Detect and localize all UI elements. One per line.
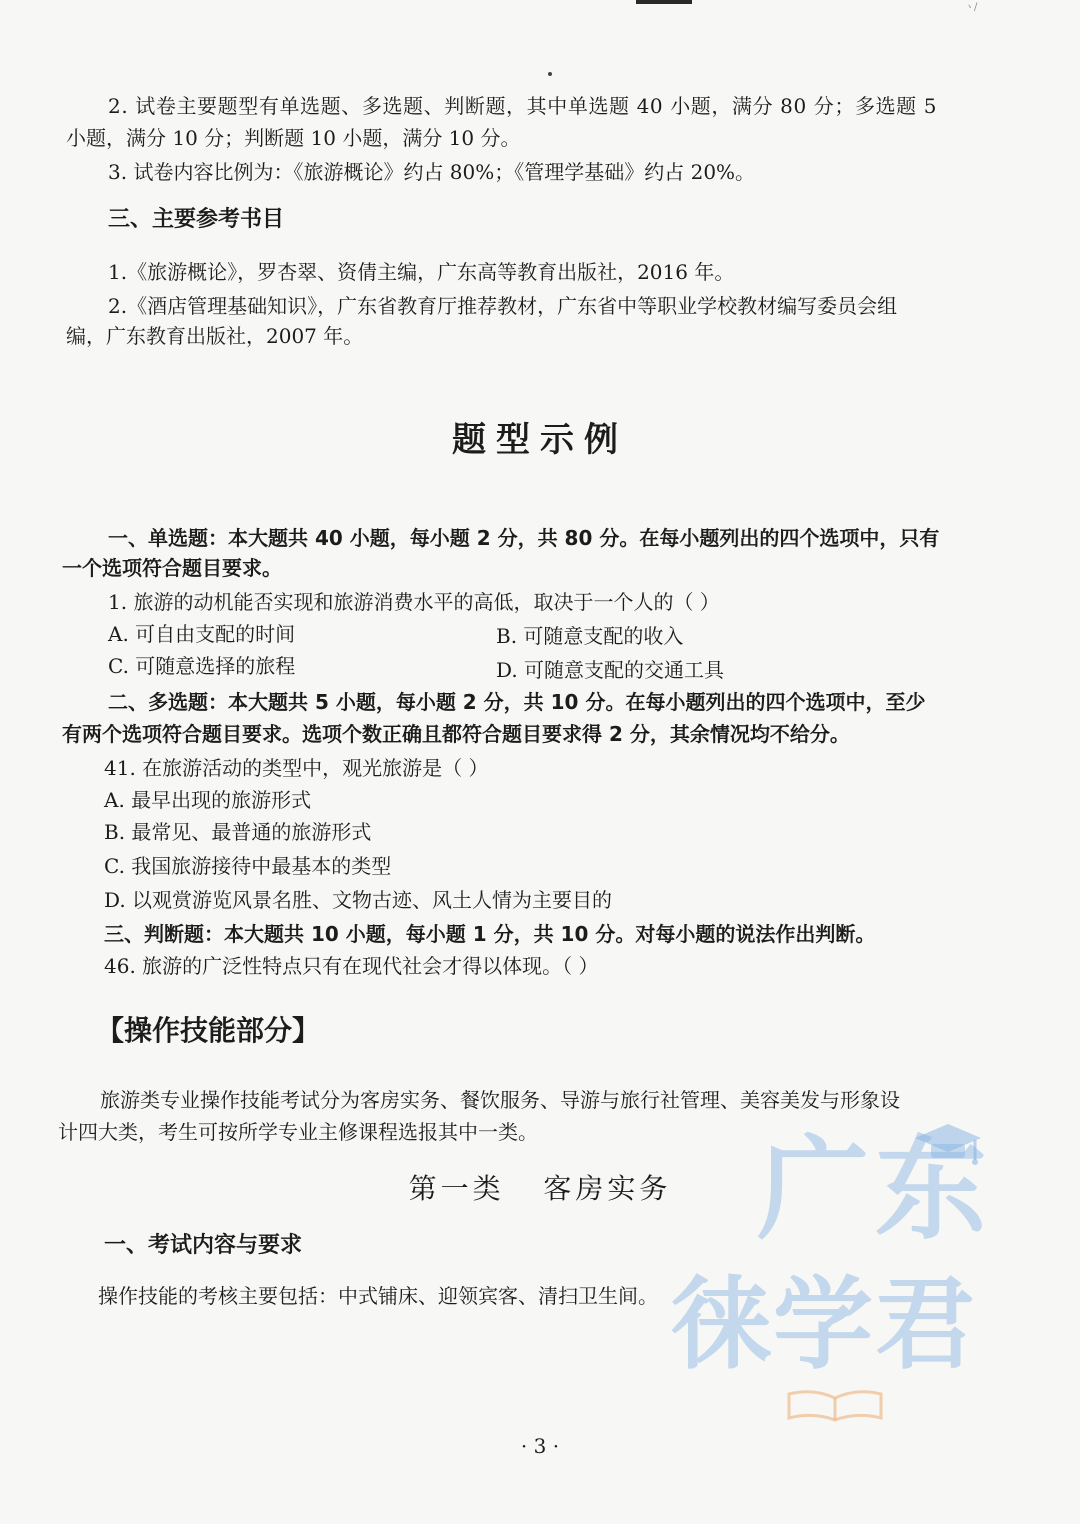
scan-top-mark [636,0,692,4]
question-1-option-b: B. 可随意支配的收入 [496,624,684,648]
scan-corner-mark: ヽ/ [964,2,978,13]
reference-book-1: 1.《旅游概论》，罗杏翠、资倩主编，广东高等教育出版社，2016 年。 [108,260,735,284]
watermark-text-line-1: 广东 [757,1125,993,1255]
skills-intro-line-2: 计四大类，考生可按所学专业主修课程选报其中一类。 [58,1120,538,1144]
question-46: 46. 旅游的广泛性特点只有在现代社会才得以体现。（ ） [104,954,599,978]
single-choice-instructions-1: 一、单选题：本大题共 40 小题，每小题 2 分，共 80 分。在每小题列出的四个选项中，只有 [108,526,940,550]
reference-book-2-line-1: 2.《酒店管理基础知识》，广东省教育厅推荐教材，广东省中等职业学校教材编写委员会组 [108,294,898,318]
watermark-text-line-2: 徕学君 [671,1266,977,1383]
question-41-option-a: A. 最早出现的旅游形式 [104,788,312,812]
skills-content: 操作技能的考核主要包括：中式铺床、迎领宾客、清扫卫生间。 [98,1284,658,1308]
exam-content-ratio: 3. 试卷内容比例为：《旅游概论》约占 80%；《管理学基础》约占 20%。 [108,160,756,184]
exam-content-heading: 一、考试内容与要求 [104,1233,303,1258]
question-1-option-d: D. 可随意支配的交通工具 [496,658,725,682]
page-number: · 3 · [520,1434,560,1458]
category-one-title: 第一类 客房实务 [408,1172,672,1205]
question-41-option-d: D. 以观赏游览风景名胜、文物古迹、风土人情为主要目的 [104,888,613,912]
multi-choice-instructions-1: 二、多选题：本大题共 5 小题，每小题 2 分，共 10 分。在每小题列出的四个选项中，至少 [108,690,926,714]
question-41-option-c: C. 我国旅游接待中最基本的类型 [104,854,392,878]
question-41: 41. 在旅游活动的类型中，观光旅游是（ ） [104,756,489,780]
exam-format-line-2: 小题，满分 10 分；判断题 10 小题，满分 10 分。 [66,126,521,150]
question-41-option-b: B. 最常见、最普通的旅游形式 [104,820,372,844]
operational-skills-heading: 【操作技能部分】 [96,1014,321,1047]
exam-format-line-1: 2. 试卷主要题型有单选题、多选题、判断题，其中单选题 40 小题，满分 80 分；多选题 5 [108,94,938,118]
reference-book-2-line-2: 编，广东教育出版社，2007 年。 [66,324,364,348]
examples-title: 题型示例 [452,420,628,460]
true-false-instructions: 三、判断题：本大题共 10 小题，每小题 1 分，共 10 分。对每小题的说法作出判断。 [104,922,876,946]
question-1-option-a: A. 可自由支配的时间 [108,622,296,646]
open-book-icon [785,1388,885,1422]
single-choice-instructions-2: 一个选项符合题目要求。 [62,556,282,580]
multi-choice-instructions-2: 有两个选项符合题目要求。选项个数正确且都符合题目要求得 2 分，其余情况均不给分。 [62,722,850,746]
question-1-option-c: C. 可随意选择的旅程 [108,654,296,678]
question-1: 1. 旅游的动机能否实现和旅游消费水平的高低，取决于一个人的（ ） [108,590,720,614]
scan-dot [548,72,552,76]
reference-books-heading: 三、主要参考书目 [108,207,285,232]
watermark-logo [665,1120,1010,1440]
skills-intro-line-1: 旅游类专业操作技能考试分为客房实务、餐饮服务、导游与旅行社管理、美容美发与形象设 [100,1088,900,1112]
